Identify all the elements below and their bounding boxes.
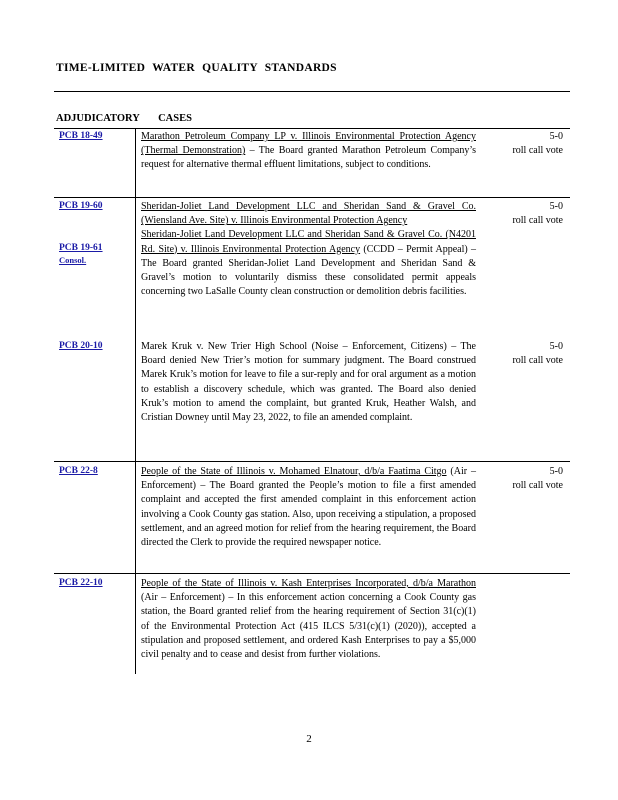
case-caption: Marathon Petroleum Company LP v. Illinois Environmental Protection Agency (Thermal Demonstration) <box>141 131 476 157</box>
case-entry <box>0 200 618 330</box>
case-separator <box>54 197 570 198</box>
case-separator <box>54 573 570 574</box>
case-separator <box>54 461 570 462</box>
case-entry <box>0 130 618 190</box>
case-reference-link[interactable]: PCB 18-49 <box>59 131 103 141</box>
title-rule <box>54 91 570 92</box>
case-summary: (Air – Enforcement) – In this enforcement action concerning a Cook County gas station, the Board granted relief from the hearing requirement of Section 31(c)(1) of the Environmental Protection Act (415 ILCS 5/31(c)(1) (2020)), accepted a stipulation and proposed settlement, and ordered Kash Enterprises to pay a $5,000 civil penalty and to cease and desist from further violations. <box>141 592 476 661</box>
case-caption: Sheridan-Joliet Land Development LLC and Sheridan Sand & Gravel Co. (Wiensland Ave. Site) v. Illinois Environmental Protection Agency <box>141 201 476 227</box>
heading-rule <box>54 128 570 129</box>
adjudicatory-cases-heading: ADJUDICATORY CASES <box>56 113 192 124</box>
case-reference-link[interactable]: PCB 19-60 <box>59 201 103 211</box>
case-entry <box>0 465 618 565</box>
case-reference-link[interactable]: PCB 22-8 <box>59 466 98 476</box>
case-entry <box>0 577 618 677</box>
case-reference-link[interactable]: PCB 22-10 <box>59 578 103 588</box>
case-caption: Sheridan-Joliet Land Development LLC and Sheridan Sand & Gravel Co. (N4201 Rd. Site) v. Illinois Environmental Protection Agency <box>141 229 476 255</box>
case-summary: (CCDD – Permit Appeal) – The Board granted Sheridan-Joliet Land Development and Sheridan Sand & Gravel’s motion to voluntarily dismiss these consolidated permit appeals concerning two LaSalle County clean construction or demolition debris facilities. <box>141 243 476 298</box>
vote-result: 5-0 roll call vote <box>512 341 563 366</box>
case-caption: People of the State of Illinois v. Mohamed Elnatour, d/b/a Faatima Citgo <box>141 466 447 477</box>
vote-result: 5-0 roll call vote <box>512 131 563 156</box>
case-summary: – The Board granted Marathon Petroleum Company’s request for alternative thermal effluent limitations, subject to conditions. <box>141 145 477 171</box>
vote-result: 5-0 roll call vote <box>512 466 563 491</box>
section-title: TIME-LIMITED WATER QUALITY STANDARDS <box>56 62 337 74</box>
case-entry <box>0 340 618 452</box>
case-reference-link[interactable]: PCB 19-61 Consol. <box>59 243 103 265</box>
case-reference-link[interactable]: PCB 20-10 <box>59 341 103 351</box>
case-caption: People of the State of Illinois v. Kash Enterprises Incorporated, d/b/a Marathon <box>141 578 476 589</box>
case-summary: (Air – Enforcement) – The Board granted the People’s motion to file a first amended complaint and accepted the first amended complaint in this enforcement action involving a Cook County gas station. Also, upon receiving a stipulation, a proposed settlement, and an agreed motion for relief from the hearing requirement, the Board directed the Clerk to provide the required newspaper notice. <box>141 466 476 549</box>
page-number: 2 <box>306 733 312 745</box>
vote-result: 5-0 roll call vote <box>512 201 563 226</box>
case-summary: Marek Kruk v. New Trier High School (Noise – Enforcement, Citizens) – The Board denied New Trier’s motion for summary judgment. The Board construed Marek Kruk’s motion for leave to file a sur-reply and for oral argument as a motion to establish a discovery schedule, which was granted. The Board also denied Kruk’s motion to amend the complaint, but granted Kruk, Heather Walsh, and Cristian Downey until May 23, 2022, to file an amended complaint. <box>141 341 476 424</box>
